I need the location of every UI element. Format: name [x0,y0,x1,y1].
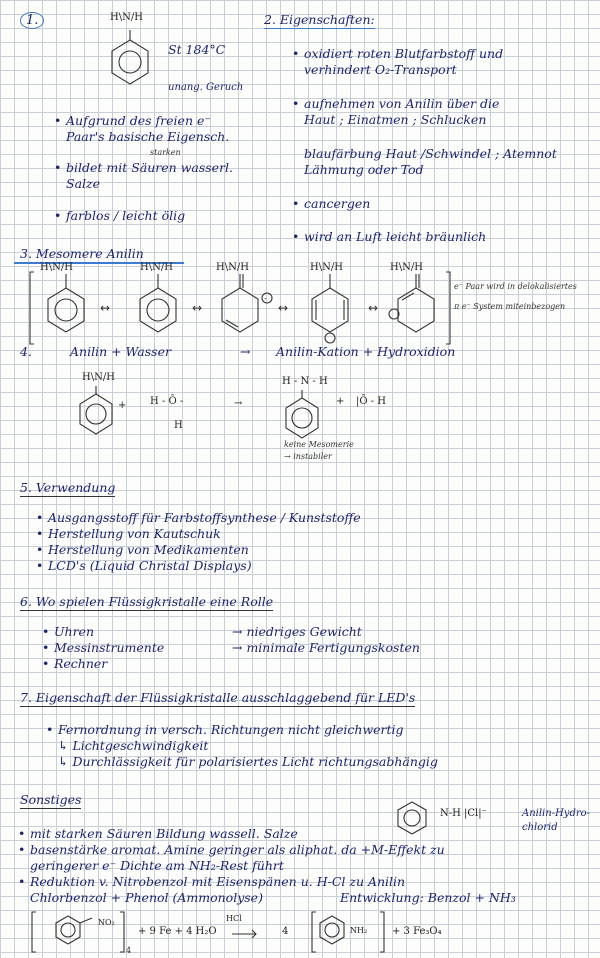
equation-left: Anilin + Wasser [70,344,171,359]
s2-bullet-2b: Haut ; Einatmen ; Schlucken [304,112,487,127]
water-formula: H - Ō - [150,396,184,407]
no-mesomerism-note: keine Mesomerie [284,440,354,449]
mesomeric-structures [0,270,460,350]
misc-line-6: Entwicklung: Benzol + NH₃ [340,890,516,905]
s2-bullet-1: • oxidiert roten Blutfarbstoff und [304,46,503,61]
s1-bullet-3: • farblos / leicht ölig [66,208,185,223]
misc-line-4: • Reduktion v. Nitrobenzol mit Eisenspänen u. H-Cl zu Anilin [30,874,405,889]
hydroxide-formula: |Ō - H [356,396,387,407]
s2-bullet-5: • wird an Luft leicht bräunlich [304,229,486,244]
misc-line-5: Chlorbenzol + Phenol (Ammonolyse) [30,890,263,905]
s2-bullet-3: blaufärbung Haut /Schwindel ; Atemnot [304,146,557,161]
iron-oxide: + 3 Fe₃O₄ [392,926,442,937]
s2-bullet-4: • cancergen [304,196,370,211]
amine-label: H\N/H [110,12,143,23]
s1-bullet-1c: starken [150,148,181,157]
s1-bullet-2: • bildet mit Säuren wasserl. [66,160,233,175]
s6-right-2: → minimale Fertigungskosten [232,640,420,655]
water-h: H [174,420,183,431]
section-2-title: 2. Eigenschaften: [264,12,375,27]
s2-bullet-1b: verhindert O₂-Transport [304,62,457,77]
boiling-point: St 184°C [168,42,226,57]
anilinium-chloride-ring [396,800,436,840]
s1-bullet-1: • Aufgrund des freien e⁻ [66,113,211,128]
meso-label-1: H\N/H [40,262,73,273]
meso-label-2: H\N/H [140,262,173,273]
s5-item-1: • Ausgangsstoff für Farbstoffsynthese / Kunststoffe [48,510,361,525]
svg-text:↔: ↔ [368,301,379,315]
section-4-number: 4. [20,344,32,359]
svg-text:-: - [264,294,267,303]
s6-right-1: → niedriges Gewicht [232,624,362,639]
aniline-structure-4 [76,386,126,446]
s2-bullet-3b: Lähmung oder Tod [304,162,424,177]
hcl-over-arrow: HCl [226,914,242,923]
amine-label-4: H\N/H [82,372,115,383]
s2-bullet-2: • aufnehmen von Anilin über die [304,96,499,111]
svg-text:↔: ↔ [278,301,289,315]
cation-formula: H - N - H [282,376,328,387]
plus-2: + [336,396,345,407]
s7-line-2: ↳ Lichtgeschwindigkeit [58,738,209,753]
meso-label-3: H\N/H [216,262,249,273]
misc-title: Sonstiges [20,792,82,807]
hcl-formula: N-H |Cl|⁻ [440,808,487,819]
section-7-title: 7. Eigenschaft der Flüssigkristalle ausschlaggebend für LED's [20,690,416,705]
fe-water: + 9 Fe + 4 H₂O [138,926,217,937]
equation-arrow: → [240,344,251,359]
s1-bullet-1b: Paar's basische Eigensch. [66,129,230,144]
plus-1: + [118,400,127,411]
smell-note: unang. Geruch [168,82,244,93]
amine-group: NH₂ [350,926,368,935]
svg-text:↔: ↔ [100,301,111,315]
meso-note-1: e⁻ Paar wird in delokalisiertes [454,282,577,291]
section-5-title: 5. Verwendung [20,480,116,495]
s5-item-4: • LCD's (Liquid Christal Displays) [48,558,252,573]
s5-item-3: • Herstellung von Medikamenten [48,542,249,557]
s6-left-2: • Messinstrumente [54,640,164,655]
section-6-title: 6. Wo spielen Flüssigkristalle eine Rolle [20,594,274,609]
unstable-note: → instabiler [284,452,332,461]
coef-4b: 4 [282,926,289,937]
meso-label-5: H\N/H [390,262,423,273]
svg-text:↔: ↔ [192,301,203,315]
s1-bullet-2b: Salze [66,176,100,191]
misc-line-2: • basenstärke aromat. Amine geringer als aliphat. da +M-Effekt zu [30,842,445,857]
hcl-label-2: chlorid [522,822,558,833]
coef-4: 4 [126,946,132,955]
nitro-group: NO₂ [98,918,115,927]
s7-line-3: ↳ Durchlässigkeit für polarisiertes Licht richtungsabhängig [58,754,438,769]
aniline-structure-1 [108,30,158,90]
s7-line-1: • Fernordnung in versch. Richtungen nicht gleichwertig [58,722,404,737]
misc-line-3: geringerer e⁻ Dichte am NH₂-Rest führt [30,858,284,873]
arrow-4: → [234,398,243,409]
meso-label-4: H\N/H [310,262,343,273]
hcl-label: Anilin-Hydro- [522,808,591,819]
misc-line-1: • mit starken Säuren Bildung wassell. Salze [30,826,298,841]
s6-left-1: • Uhren [54,624,94,639]
s5-item-2: • Herstellung von Kautschuk [48,526,221,541]
s6-left-3: • Rechner [54,656,107,671]
equation-right: Anilin-Kation + Hydroxidion [276,344,456,359]
reduction-reaction [20,908,580,956]
section-3-title: 3. Mesomere Anilin [20,246,144,261]
section-1-number: 1. [20,12,44,29]
meso-note-2: π e⁻ System miteinbezogen [454,302,566,311]
